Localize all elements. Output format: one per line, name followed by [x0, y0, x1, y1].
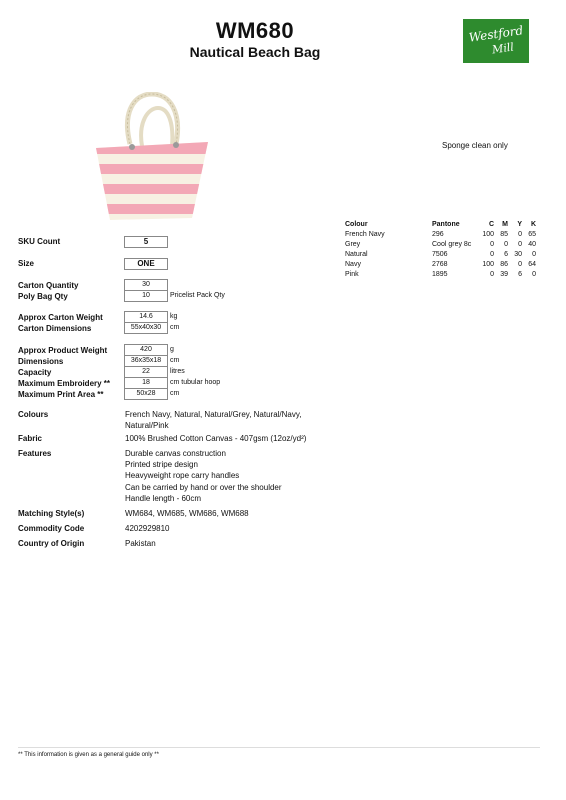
colour-row — [345, 250, 536, 260]
brand-logo — [463, 19, 529, 63]
poly-bag-qty-note: Pricelist Pack Qty — [170, 292, 225, 299]
colour-m: 85 — [500, 231, 508, 238]
colour-pantone: 7506 — [432, 251, 448, 258]
colour-pantone: 1895 — [432, 271, 448, 278]
colour-k: 0 — [532, 251, 536, 258]
capacity-label: Capacity — [18, 368, 52, 377]
size-label: Size — [18, 259, 35, 268]
colour-row — [345, 240, 536, 250]
max-embroidery-unit: cm tubular hoop — [170, 379, 221, 386]
commodity-code-label: Commodity Code — [18, 524, 85, 533]
colours-value: French Navy, Natural, Natural/Grey, Natural/Navy, Natural/Pink — [125, 410, 302, 430]
logo-line-1: Westford — [468, 23, 524, 45]
care-instructions: Sponge clean only — [442, 141, 508, 150]
max-embroidery-label: Maximum Embroidery ** — [18, 379, 111, 388]
poly-bag-qty-value: 10 — [124, 290, 168, 302]
colour-y: 30 — [514, 251, 522, 258]
header-colour: Colour — [345, 221, 368, 228]
colour-pantone: 296 — [432, 231, 444, 238]
sku-count-label: SKU Count — [18, 237, 61, 246]
product-weight-unit: g — [170, 346, 174, 353]
colour-c: 100 — [482, 231, 494, 238]
colour-name: French Navy — [345, 231, 385, 238]
colour-m: 86 — [500, 261, 508, 268]
max-print-area-label: Maximum Print Area ** — [18, 390, 104, 399]
carton-weight-unit: kg — [170, 313, 178, 320]
header-k: K — [530, 221, 536, 228]
dimensions-value: 36x35x18 — [124, 355, 168, 367]
fabric-label: Fabric — [18, 434, 43, 443]
footer-note: ** This information is given as a general guide only ** — [18, 752, 159, 758]
colour-m: 0 — [504, 241, 508, 248]
carton-quantity-value: 30 — [124, 279, 168, 291]
country-of-origin-label: Country of Origin — [18, 539, 85, 548]
matching-styles-label: Matching Style(s) — [18, 509, 85, 518]
colour-c: 0 — [490, 251, 494, 258]
header-c: C — [488, 221, 494, 228]
country-of-origin-value: Pakistan — [125, 539, 156, 548]
commodity-code-value: 4202929810 — [125, 524, 170, 533]
header-m: M — [502, 221, 508, 228]
header-pantone: Pantone — [432, 221, 460, 228]
colour-m: 6 — [504, 251, 508, 258]
colour-y: 0 — [518, 261, 522, 268]
product-weight-value: 420 — [124, 344, 168, 356]
capacity-unit: litres — [170, 368, 185, 375]
poly-bag-qty-label: Poly Bag Qty — [18, 292, 68, 301]
colour-pantone: 2768 — [432, 261, 448, 268]
colour-y: 0 — [518, 241, 522, 248]
colour-name: Natural — [345, 251, 368, 258]
header-y: Y — [517, 221, 522, 228]
colour-m: 39 — [500, 271, 508, 278]
carton-dimensions-label: Carton Dimensions — [18, 324, 92, 333]
product-weight-label: Approx Product Weight — [18, 346, 108, 355]
carton-quantity-label: Carton Quantity — [18, 281, 79, 290]
feature-item: Printed stripe design — [125, 460, 198, 469]
product-image — [92, 92, 210, 222]
capacity-value: 22 — [124, 366, 168, 378]
colours-label: Colours — [18, 410, 49, 419]
carton-weight-label: Approx Carton Weight — [18, 313, 103, 322]
dimensions-unit: cm — [170, 357, 180, 364]
colour-y: 6 — [518, 271, 522, 278]
colour-table-header — [345, 220, 536, 230]
colour-row — [345, 260, 536, 270]
colour-c: 0 — [490, 271, 494, 278]
colour-c: 0 — [490, 241, 494, 248]
colour-row — [345, 270, 536, 280]
product-name: Nautical Beach Bag — [189, 44, 321, 60]
feature-item: Durable canvas construction — [125, 449, 226, 458]
feature-item: Can be carried by hand or over the shoulder — [125, 483, 282, 492]
colour-c: 100 — [482, 261, 494, 268]
fabric-value: 100% Brushed Cotton Canvas - 407gsm (12oz/yd²) — [125, 434, 307, 443]
size-value: ONE — [124, 258, 168, 270]
carton-weight-value: 14.6 — [124, 311, 168, 323]
colour-row — [345, 230, 536, 240]
colour-name: Grey — [345, 241, 361, 248]
max-print-area-value: 50x28 — [124, 388, 168, 400]
colour-k: 64 — [528, 261, 536, 268]
footer-divider — [18, 747, 540, 748]
matching-styles-value: WM684, WM685, WM686, WM688 — [125, 509, 249, 518]
colour-k: 65 — [528, 231, 536, 238]
sku-count-value: 5 — [124, 236, 168, 248]
colour-pantone: Cool grey 8c — [432, 241, 472, 248]
carton-dimensions-unit: cm — [170, 324, 180, 331]
carton-dimensions-value: 55x40x30 — [124, 322, 168, 334]
max-embroidery-value: 18 — [124, 377, 168, 389]
colour-y: 0 — [518, 231, 522, 238]
feature-item: Handle length - 60cm — [125, 494, 202, 503]
colour-table — [345, 220, 536, 280]
product-code: WM680 — [215, 18, 295, 43]
colour-name: Navy — [345, 261, 361, 268]
features-label: Features — [18, 449, 52, 458]
logo-line-2: Mill — [491, 40, 515, 57]
colour-k: 40 — [528, 241, 536, 248]
dimensions-label: Dimensions — [18, 357, 64, 366]
colour-k: 0 — [532, 271, 536, 278]
max-print-area-unit: cm — [170, 390, 180, 397]
feature-item: Heavyweight rope carry handles — [125, 471, 240, 480]
colour-name: Pink — [345, 271, 359, 278]
